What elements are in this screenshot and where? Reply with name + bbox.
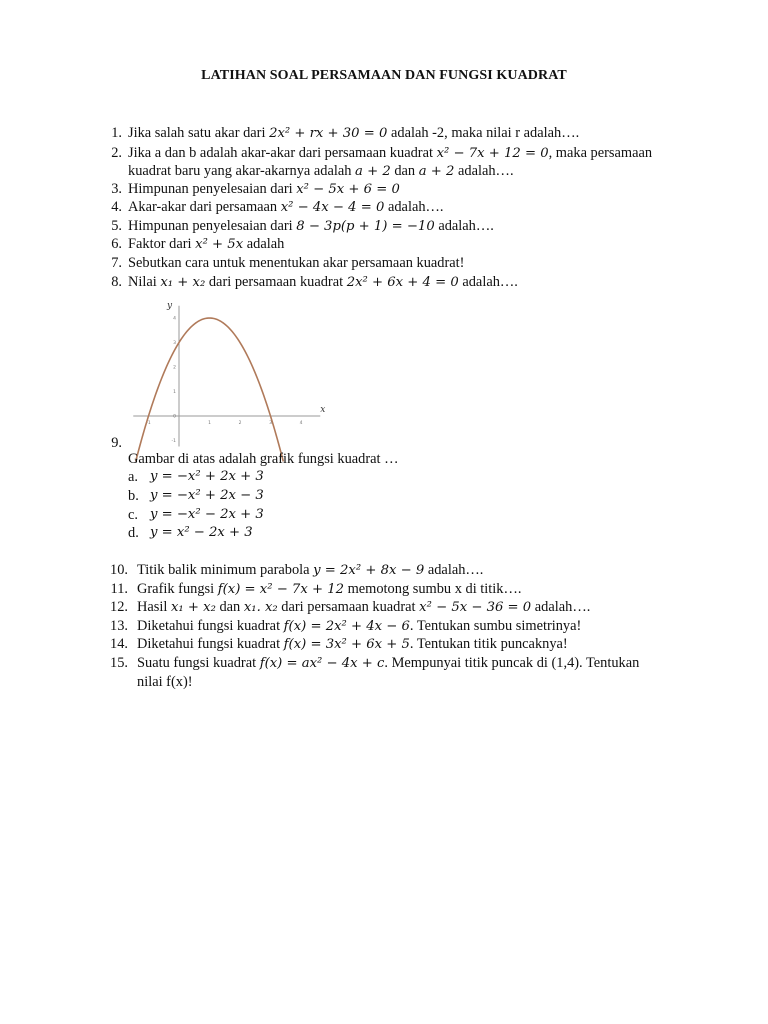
y-axis-label: y (167, 300, 173, 311)
question-text: adalah -2, maka nilai r adalah…. (387, 125, 580, 141)
question-text: Jika salah satu akar dari (128, 125, 270, 141)
equation: x² − 7x + 12 = 0 (436, 146, 549, 161)
equation: 2x² + rx + 30 = 0 (269, 126, 388, 141)
question-number: 7. (111, 255, 122, 271)
question-text: dari persamaan kuadrat (277, 599, 420, 615)
option-equation: y = −x² + 2x − 3 (150, 488, 264, 503)
page-title: LATIHAN SOAL PERSAMAAN DAN FUNGSI KUADRAT (201, 68, 567, 83)
question-text: dari persamaan kuadrat (205, 274, 347, 290)
y-tick-label: 2 (173, 365, 176, 371)
equation: f(x) = 2x² + 4x − 6 (283, 619, 410, 634)
question-text: Jika a dan b adalah akar-akar dari persamaan kuadrat (128, 145, 437, 161)
question-text: , maka persamaan (548, 145, 653, 161)
question-number: 11. (110, 581, 128, 597)
option-c (128, 506, 264, 524)
x-tick-label: 4 (299, 421, 303, 426)
option-b (128, 487, 264, 505)
equation: f(x) = 3x² + 6x + 5 (283, 637, 410, 652)
x-tick-label: 1 (208, 421, 211, 426)
question-number: 13. (110, 618, 128, 634)
question-9-text: Gambar di atas adalah grafik fungsi kuadrat … (128, 451, 399, 467)
question-text: Himpunan penyelesaian dari (128, 181, 297, 197)
x-tick-label: 2 (238, 421, 242, 426)
question-text: Diketahui fungsi kuadrat (137, 636, 284, 652)
question-number: 1. (111, 125, 122, 141)
option-label: a. (128, 469, 138, 485)
equation: x² − 5x − 36 = 0 (419, 600, 532, 615)
x-axis-label: x (320, 405, 326, 415)
question-number: 3. (111, 181, 122, 197)
question-text: . Tentukan sumbu simetrinya! (409, 618, 582, 634)
question-text: Suatu fungsi kuadrat (137, 655, 260, 671)
option-equation: y = x² − 2x + 3 (150, 525, 253, 540)
question-text: Sebutkan cara untuk menentukan akar persamaan kuadrat! (128, 255, 465, 271)
question-text: adalah…. (458, 274, 518, 290)
equation: a + 2 (418, 164, 455, 179)
question-number: 4. (111, 199, 122, 215)
question-15-line-2: nilai f(x)! (137, 674, 193, 690)
option-a (128, 468, 264, 486)
equation: y = 2x² + 8x − 9 (313, 563, 425, 578)
question-text: dan (390, 163, 419, 179)
y-tick-label: -1 (171, 439, 176, 444)
option-d (128, 524, 253, 542)
option-equation: y = −x² + 2x + 3 (150, 469, 264, 484)
question-text: adalah…. (384, 199, 444, 215)
question-text: Diketahui fungsi kuadrat (137, 618, 284, 634)
parabola-curve (136, 318, 284, 461)
question-text: adalah…. (424, 562, 484, 578)
question-text: . Mempunyai titik puncak di (1,4). Tentukan (384, 655, 640, 671)
question-number: 15. (110, 655, 128, 671)
question-text: adalah…. (434, 218, 494, 234)
question-text: Nilai (128, 274, 161, 290)
y-tick-label: 1 (173, 390, 176, 395)
x-tick-label: -1 (146, 421, 151, 426)
equation: f(x) = ax² − 4x + c (259, 656, 385, 671)
option-label: d. (128, 525, 139, 541)
question-text: adalah…. (531, 599, 591, 615)
question-text: Akar-akar dari persamaan (128, 199, 281, 215)
equation: x² − 4x − 4 = 0 (280, 200, 385, 215)
question-text: memotong sumbu x di titik…. (343, 581, 522, 597)
question-text: . Tentukan titik puncaknya! (409, 636, 568, 652)
y-tick-label: 3 (173, 341, 176, 346)
equation: x₁ + x₂ (170, 600, 216, 615)
equation: x₁. x₂ (243, 600, 278, 615)
question-number: 10. (110, 562, 128, 578)
equation: x² + 5x (195, 237, 244, 252)
equation: x₁ + x₂ (160, 275, 206, 290)
question-number: 6. (111, 236, 122, 252)
question-number: 5. (111, 218, 122, 234)
question-2-line-2 (128, 162, 514, 181)
option-label: b. (128, 488, 139, 504)
question-number: 9. (111, 435, 122, 451)
parabola-graph (122, 294, 326, 444)
question-text: Hasil (137, 599, 171, 615)
question-number: 14. (110, 636, 128, 652)
question-text: kuadrat baru yang akar-akarnya adalah (128, 163, 356, 179)
question-text: Himpunan penyelesaian dari (128, 218, 297, 234)
option-equation: y = −x² − 2x + 3 (150, 507, 264, 522)
x-tick-label: 3 (269, 421, 272, 426)
equation: f(x) = x² − 7x + 12 (217, 582, 344, 597)
equation: a + 2 (355, 164, 391, 179)
equation: 2x² + 6x + 4 = 0 (346, 275, 459, 290)
question-text: adalah (243, 236, 285, 252)
graph-ticks (146, 316, 302, 445)
y-tick-label: 0 (173, 414, 176, 420)
question-number: 12. (110, 599, 128, 615)
question-text: dan (215, 599, 244, 615)
equation: 8 − 3p(p + 1) = −10 (296, 219, 435, 234)
question-text: Grafik fungsi (137, 581, 218, 597)
question-text: adalah…. (454, 163, 514, 179)
option-label: c. (128, 507, 138, 523)
y-tick-label: 4 (173, 316, 176, 322)
equation: x² − 5x + 6 = 0 (296, 182, 400, 197)
question-text: Faktor dari (128, 236, 196, 252)
question-number: 8. (111, 274, 122, 290)
question-text: Titik balik minimum parabola (137, 562, 314, 578)
question-number: 2. (111, 145, 122, 161)
